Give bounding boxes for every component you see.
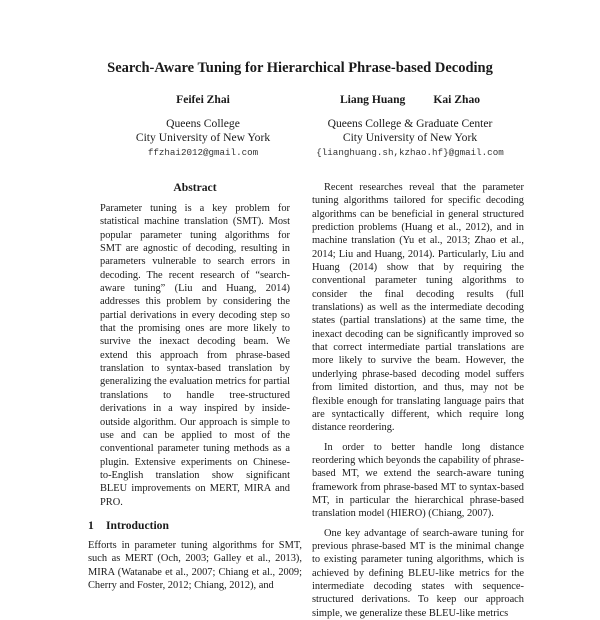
abstract-heading: Abstract: [173, 181, 217, 194]
paper-title: Search-Aware Tuning for Hierarchical Phrase-based Decoding: [107, 60, 493, 76]
left-column: [88, 181, 302, 592]
author-block-left: [110, 93, 296, 160]
paragraph-key-advantage: One key advantage of search-aware tuning for previous phrase-based MT is the minimal change to existing parameter tuning algorithms, which is achieved by defining BLEU-like metrics for the intermediate decoding states with sequence-structured derivations. To keep our approach simple, we generalize these BLEU-like metrics: [312, 527, 524, 619]
section-number: 1: [88, 518, 94, 532]
author-email: {lianghuang.sh,kzhao.hf}@gmail.com: [316, 146, 504, 158]
author-affiliation-2: City University of New York: [135, 131, 271, 144]
author-email: ffzhai2012@gmail.com: [147, 146, 259, 158]
section-title: Introduction: [106, 518, 169, 532]
author-name-zhai: Feifei Zhai: [176, 93, 230, 106]
paragraph-recent-research: Recent researches reveal that the parameter tuning algorithms tailored for specific decoding algorithms can be beneficial in general structured prediction problems (Huang et al., 2012), and in machine translation (Yu et al., 2013; Zhao et al., 2014; Liu and Huang, 2014). Particularly, Liu and Huang (2014) show that by requiring the conventional parameter tuning algorithms to consider the final decoding results (full translations) as well as the intermediate decoding states (partial translations) at the same time, the inexact decoding can be significantly improved so that correct intermediate partial translations are more likely to survive the beam. However, the underlying phrase-based decoding model suffers from limited distortion, and thus, may not be flexible enough for translating language pairs that are syntactically different, which require long distance reordering.: [312, 182, 524, 434]
author-affiliation-1: Queens College: [166, 116, 240, 130]
intro-paragraph: Efforts in parameter tuning algorithms for SMT, such as MERT (Och, 2003; Galley et al., 2013), MIRA (Watanabe et al., 2007; Chiang et al., 2009; Cherry and Foster, 2012; Chiang, 2012), and: [88, 539, 302, 591]
author-name-huang: Liang Huang: [339, 93, 406, 106]
author-affiliation-2: City University of New York: [342, 131, 478, 144]
author-block-right: [300, 93, 520, 160]
section-heading-introduction: [88, 519, 302, 532]
abstract-text: Parameter tuning is a key problem for statistical machine translation (SMT). Most popular parameter tuning algorithms for SMT are agnostic of decoding, resulting in parameters vulnerable to search errors in decoding. The recent research of “search-aware tuning” (Liu and Huang, 2014) addresses this problem by considering the partial derivations in every decoding step so that the promising ones are more likely to survive the inexact decoding beam. We extend this approach from phrase-based translation to syntax-based translation by generalizing the evaluation metrics for partial translations to handle tree-structured derivations in a way inspired by inside-outside algorithm. Our approach is simple to use and can be applied to most of the conventional parameter tuning methods as a plugin. Extensive experiments on Chinese-to-English translation show significant BLEU improvements on MERT, MIRA and PRO.: [100, 203, 290, 508]
author-name-zhao: Kai Zhao: [433, 93, 481, 106]
right-column: [312, 181, 524, 620]
author-affiliation-1: Queens College & Graduate Center: [327, 116, 493, 130]
paragraph-long-distance: In order to better handle long distance reordering which beyonds the capability of phrase-based MT, we extend the search-aware tuning framework from phrase-based MT to syntax-based MT, in particular the hierarchical phrase-based translation model (HIERO) (Chiang, 2007).: [312, 441, 524, 520]
